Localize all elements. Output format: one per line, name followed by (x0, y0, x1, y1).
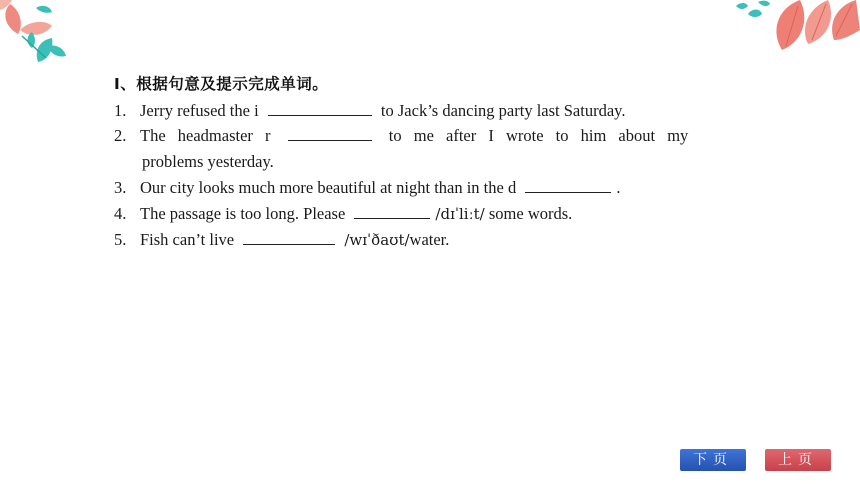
question-text-after: to Jack’s dancing party last Saturday. (380, 101, 626, 120)
question-text-before: The headmaster r (140, 126, 271, 145)
question-item (114, 123, 726, 149)
answer-blank[interactable] (354, 202, 430, 219)
question-item (114, 175, 726, 201)
phonetic-hint: /wɪˈðaʊt/ (344, 231, 410, 249)
leaf-decoration-right (730, 0, 860, 60)
answer-blank[interactable] (243, 228, 335, 245)
question-text-before: The passage is too long. Please (140, 204, 346, 223)
question-item (114, 227, 726, 253)
answer-blank[interactable] (288, 124, 372, 141)
answer-blank[interactable] (525, 176, 611, 193)
question-number: 1. (114, 101, 127, 120)
question-item (114, 98, 726, 124)
question-number: 4. (114, 204, 127, 223)
question-text-after: to me after I wrote to him about my (388, 126, 689, 145)
question-item (114, 201, 726, 227)
question-number: 5. (114, 230, 127, 249)
answer-blank[interactable] (268, 99, 372, 116)
phonetic-hint: /dɪˈliːt/ (435, 205, 485, 223)
question-number: 3. (114, 178, 127, 197)
previous-page-button[interactable]: 上页 (765, 449, 831, 471)
question-number: 2. (114, 126, 127, 145)
question-text-after: . (616, 178, 621, 197)
question-text-before: Jerry refused the i (140, 101, 259, 120)
section-title: Ⅰ、根据句意及提示完成单词。 (114, 75, 329, 93)
question-continuation: problems yesterday. (142, 152, 274, 171)
question-text-before: Our city looks much more beautiful at night than in the d (140, 178, 517, 197)
question-text-before: Fish can’t live (140, 230, 235, 249)
question-text-after: some words. (488, 204, 573, 223)
question-text-after: water. (409, 230, 450, 249)
next-page-button[interactable]: 下页 (680, 449, 746, 471)
leaf-decoration-left (0, 0, 90, 70)
